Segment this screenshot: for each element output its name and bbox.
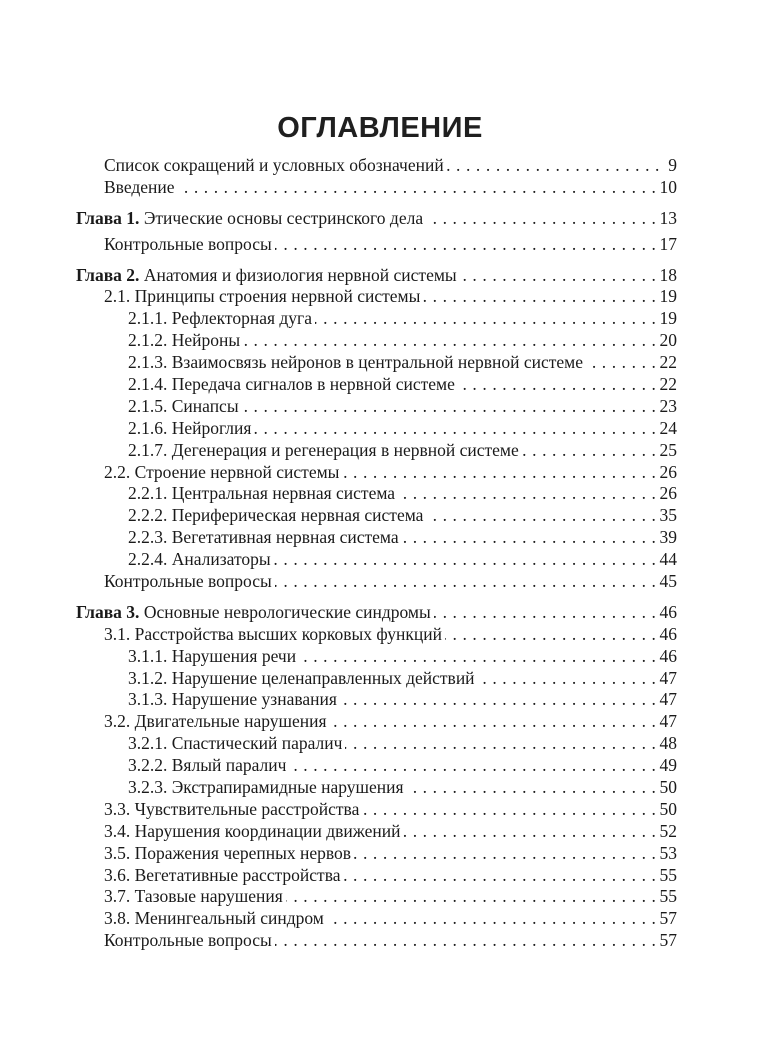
toc-page-number: 57	[659, 908, 677, 929]
toc-leader-dots	[426, 505, 656, 527]
toc-leader-dots	[242, 396, 657, 418]
toc-entry-text: 3.3. Чувствительные расстройства	[104, 798, 360, 819]
toc-entry-text: 2.2. Строение нервной системы	[104, 461, 340, 482]
toc-entry[interactable]	[0, 571, 760, 593]
toc-leader-dots	[289, 755, 656, 777]
toc-entry-text: Контрольные вопросы	[104, 233, 272, 254]
toc-page-number: 57	[659, 930, 677, 951]
chapter-title: Основные неврологические синдромы	[143, 601, 431, 622]
toc-entry[interactable]	[0, 711, 760, 733]
toc-leader-dots	[178, 177, 657, 199]
toc-page-number: 35	[659, 505, 677, 526]
toc-page-number: 47	[659, 667, 677, 688]
toc-entry[interactable]	[0, 865, 760, 887]
toc-leader-dots	[342, 462, 656, 484]
toc-entry[interactable]	[0, 505, 760, 527]
toc-entry-text: 2.1.2. Нейроны	[128, 330, 241, 351]
toc-page-number: 47	[659, 711, 677, 732]
toc-entry[interactable]	[0, 668, 760, 690]
toc-leader-dots	[447, 155, 660, 177]
toc-entry-text: 3.2.3. Экстрапирамидные нарушения	[128, 777, 404, 798]
toc-entry-text: 3.5. Поражения черепных нервов	[104, 842, 352, 863]
toc-entry-text: 2.1.7. Дегенерация и регенерация в нервной системе	[128, 439, 519, 460]
toc-leader-dots	[345, 733, 656, 755]
toc-entry-text: 3.1.1. Нарушения речи	[128, 645, 297, 666]
toc-entry-text: 3.4. Нарушения координации движений	[104, 820, 401, 841]
toc-leader-dots	[275, 930, 657, 952]
toc-entry[interactable]	[0, 755, 760, 777]
toc-entry-text: 2.1.5. Синапсы	[128, 395, 239, 416]
toc-entry[interactable]	[0, 646, 760, 668]
toc-entry-text: 2.2.3. Вегетативная нервная система	[128, 527, 399, 548]
toc-entry-text: 3.2. Двигательные нарушения	[104, 711, 327, 732]
toc-page-number: 50	[659, 777, 677, 798]
toc-page-number: 17	[659, 233, 677, 254]
toc-entry-text: 2.1. Принципы строения нервной системы	[104, 286, 421, 307]
toc-leader-dots	[407, 777, 657, 799]
toc-page-number: 20	[659, 330, 677, 351]
chapter-title: Анатомия и физиология нервной системы	[143, 264, 457, 285]
toc-entry-text: 2.1.4. Передача сигналов в нервной системе	[128, 374, 455, 394]
toc-entry[interactable]	[0, 483, 760, 505]
toc-entry[interactable]	[0, 527, 760, 549]
toc-entry-text: 2.2.2. Периферическая нервная система	[128, 505, 424, 526]
toc-page-number: 9	[668, 154, 677, 175]
toc-page-number: 50	[659, 798, 677, 819]
toc-entry[interactable]	[0, 689, 760, 711]
toc-leader-dots	[460, 265, 657, 287]
toc-entry[interactable]	[0, 234, 760, 256]
toc-leader-dots	[423, 286, 656, 308]
toc-entry-text: 2.1.6. Нейроглия	[128, 417, 252, 438]
toc-page-number: 22	[659, 352, 677, 373]
toc-page-number: 46	[659, 645, 677, 666]
toc-leader-dots	[340, 689, 657, 711]
toc-leader-dots	[522, 440, 657, 462]
toc-leader-dots	[275, 234, 657, 256]
toc-leader-dots	[398, 483, 656, 505]
toc-leader-dots	[402, 527, 657, 549]
toc-entry[interactable]	[0, 155, 760, 177]
chapter-label: Глава 2.	[76, 264, 140, 285]
toc-page-number: 49	[659, 755, 677, 776]
table-of-contents	[0, 155, 760, 952]
toc-entry-text	[76, 265, 457, 287]
toc-page-number: 55	[659, 886, 677, 907]
toc-page-number: 19	[659, 286, 677, 307]
toc-leader-dots	[286, 887, 657, 909]
toc-entry[interactable]	[0, 286, 760, 308]
toc-page-number: 47	[659, 689, 677, 710]
toc-page-number: 26	[659, 461, 677, 482]
toc-leader-dots	[354, 843, 656, 865]
toc-chapter-entry[interactable]	[0, 265, 760, 287]
toc-leader-dots	[330, 711, 657, 733]
toc-entry-text: 3.7. Тазовые нарушения	[104, 886, 283, 907]
toc-entry-text: 3.1.3. Нарушение узнавания	[128, 689, 337, 710]
toc-leader-dots	[434, 602, 657, 624]
toc-page-number: 46	[659, 601, 677, 622]
toc-entry[interactable]	[0, 887, 760, 909]
toc-page-number: 44	[659, 549, 677, 570]
toc-page-number: 13	[659, 207, 677, 228]
toc-entry[interactable]	[0, 418, 760, 440]
toc-entry-text: 3.6. Вегетативные расстройства	[104, 864, 341, 885]
chapter-title: Этические основы сестринского дела	[143, 207, 424, 228]
toc-entry-text: 3.1.2. Нарушение целенаправленных действий	[128, 667, 475, 688]
toc-leader-dots	[274, 549, 657, 571]
toc-page-number: 53	[659, 842, 677, 863]
toc-entry-text: Введение	[104, 176, 175, 197]
toc-entry-text: Контрольные вопросы	[104, 571, 272, 592]
toc-entry-text: 2.2.4. Анализаторы	[128, 549, 271, 570]
chapter-label: Глава 1.	[76, 207, 140, 228]
toc-entry[interactable]	[0, 374, 760, 396]
toc-page-number: 23	[659, 395, 677, 416]
toc-entry[interactable]	[0, 462, 760, 484]
toc-leader-dots	[586, 352, 657, 374]
toc-entry-text: 2.1.3. Взаимосвязь нейронов в центральной нервной системе	[128, 352, 583, 373]
toc-entry-text: 3.1. Расстройства высших корковых функций	[104, 623, 442, 644]
toc-leader-dots	[458, 374, 657, 396]
page-title: ОГЛАВЛЕНИЕ	[277, 112, 483, 144]
toc-page-number: 18	[659, 264, 677, 285]
toc-page-number: 25	[659, 439, 677, 460]
toc-entry[interactable]	[0, 352, 760, 374]
toc-leader-dots	[344, 865, 657, 887]
toc-entry-text: Контрольные вопросы	[104, 930, 272, 951]
toc-page-number: 52	[659, 820, 677, 841]
toc-entry-text: 2.1.1. Рефлекторная дуга	[128, 308, 312, 329]
toc-entry[interactable]	[0, 799, 760, 821]
toc-entry[interactable]	[0, 777, 760, 799]
toc-leader-dots	[299, 646, 656, 668]
toc-leader-dots	[254, 418, 656, 440]
toc-entry-text: 3.2.2. Вялый паралич	[128, 755, 287, 776]
toc-entry[interactable]	[0, 624, 760, 646]
toc-page-number: 39	[659, 527, 677, 548]
toc-entry-text: 2.2.1. Центральная нервная система	[128, 483, 396, 504]
toc-entry[interactable]	[0, 908, 760, 930]
toc-entry[interactable]	[0, 330, 760, 352]
toc-leader-dots	[426, 208, 656, 230]
toc-entry[interactable]	[0, 440, 760, 462]
toc-page-number: 10	[659, 176, 677, 197]
toc-page-number: 55	[659, 864, 677, 885]
toc-entry[interactable]	[0, 733, 760, 755]
toc-entry-text: 3.2.1. Спастический паралич	[128, 733, 343, 754]
toc-leader-dots	[275, 571, 657, 593]
toc-entry-text	[76, 602, 431, 624]
toc-page-number: 22	[659, 374, 677, 394]
toc-leader-dots	[445, 624, 657, 646]
toc-page-number: 26	[659, 483, 677, 504]
toc-page-number: 46	[659, 623, 677, 644]
toc-leader-dots	[327, 908, 657, 930]
toc-entry[interactable]	[0, 930, 760, 952]
toc-entry-text: 3.8. Менингеальный синдром	[104, 908, 324, 929]
chapter-label: Глава 3.	[76, 601, 140, 622]
toc-entry[interactable]	[0, 308, 760, 330]
toc-page-number: 45	[659, 571, 677, 592]
toc-leader-dots	[362, 799, 656, 821]
toc-chapter-entry[interactable]	[0, 208, 760, 230]
toc-entry[interactable]	[0, 177, 760, 199]
toc-entry-text: Список сокращений и условных обозначений	[104, 154, 444, 175]
toc-entry[interactable]	[0, 843, 760, 865]
toc-leader-dots	[243, 330, 656, 352]
toc-chapter-entry[interactable]	[0, 602, 760, 624]
toc-leader-dots	[403, 821, 656, 843]
toc-page-number: 48	[659, 733, 677, 754]
toc-entry[interactable]	[0, 396, 760, 418]
toc-page-number: 19	[659, 308, 677, 329]
toc-entry[interactable]	[0, 549, 760, 571]
toc-leader-dots	[315, 308, 657, 330]
toc-page-number: 24	[659, 417, 677, 438]
toc-leader-dots	[478, 668, 657, 690]
toc-entry-text	[76, 208, 423, 230]
toc-entry[interactable]	[0, 821, 760, 843]
